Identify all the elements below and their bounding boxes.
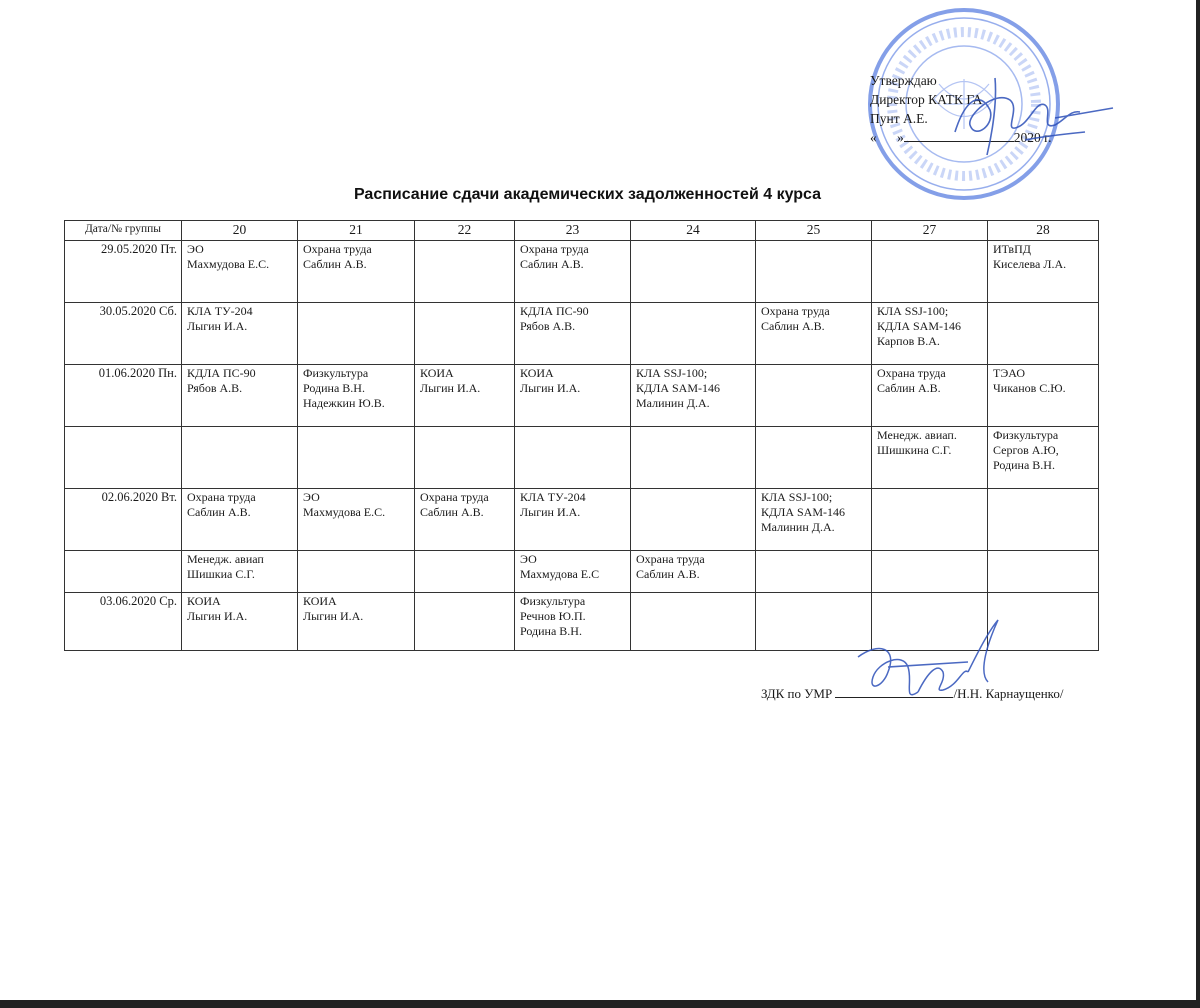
cell-teacher: Махмудова Е.С: [520, 567, 600, 581]
cell-teacher: Шишкиа С.Г.: [187, 567, 255, 581]
cell-subject: Охрана труда: [420, 490, 489, 504]
cell-subject: Охрана труда: [187, 490, 256, 504]
table-row: [65, 303, 1099, 365]
cell-subject: КЛА SSJ-100;: [761, 490, 833, 504]
header-date-group: Дата/№ группы: [65, 221, 182, 241]
row-date-cell: 30.05.2020 Сб.: [65, 303, 182, 365]
cell-teacher: Саблин А.В.: [420, 505, 484, 519]
cell-subject: КОИА: [187, 594, 221, 608]
approval-line-name: Пунт А.Е.: [870, 111, 928, 126]
header-group: 28: [988, 221, 1099, 241]
cell-teacher: Лыгин И.А.: [187, 609, 248, 623]
cell-subject: КЛА SSJ-100;: [636, 366, 708, 380]
header-group: 22: [415, 221, 515, 241]
cell-teacher: КДЛА SAM-146: [761, 505, 845, 519]
cell-teacher: Чиканов С.Ю.: [993, 381, 1066, 395]
schedule-cell: [756, 241, 872, 303]
signoff-position: ЗДК по УМР: [761, 686, 833, 701]
signoff-name: /Н.Н. Карнаущенко/: [953, 686, 1064, 701]
cell-teacher: Надежкин Ю.В.: [303, 396, 385, 410]
schedule-cell: [415, 489, 515, 551]
schedule-cell: [872, 427, 988, 489]
header-group: 21: [298, 221, 415, 241]
cell-teacher: Саблин А.В.: [761, 319, 825, 333]
schedule-cell: [298, 427, 415, 489]
schedule-cell: [415, 427, 515, 489]
header-group: 23: [515, 221, 631, 241]
cell-subject: Физкультура: [303, 366, 369, 380]
table-row: [65, 241, 1099, 303]
schedule-cell: [182, 365, 298, 427]
cell-teacher: Лыгин И.А.: [303, 609, 364, 623]
cell-subject: КДЛА ПС-90: [187, 366, 256, 380]
cell-subject: Охрана труда: [303, 242, 372, 256]
cell-teacher: Саблин А.В.: [303, 257, 367, 271]
schedule-cell: [988, 241, 1099, 303]
cell-teacher: Карпов В.А.: [877, 334, 940, 348]
cell-teacher: Рябов А.В.: [520, 319, 576, 333]
cell-subject: Менедж. авиап: [187, 552, 264, 566]
schedule-cell: [182, 303, 298, 365]
deputy-signature-icon: [848, 612, 1008, 712]
cell-teacher: Саблин А.В.: [520, 257, 584, 271]
schedule-cell: [756, 365, 872, 427]
header-group: 25: [756, 221, 872, 241]
row-date-cell: 03.06.2020 Ср.: [65, 593, 182, 651]
schedule-cell: [872, 241, 988, 303]
cell-teacher: Саблин А.В.: [636, 567, 700, 581]
schedule-cell: [631, 241, 756, 303]
schedule-cell: [631, 365, 756, 427]
schedule-cell: [298, 303, 415, 365]
schedule-cell: [182, 593, 298, 651]
schedule-cell: [415, 593, 515, 651]
approval-date-open: «: [870, 130, 877, 145]
table-row: [65, 489, 1099, 551]
cell-subject: Охрана труда: [520, 242, 589, 256]
cell-teacher: Малинин Д.А.: [761, 520, 835, 534]
cell-teacher: Махмудова Е.С.: [187, 257, 270, 271]
cell-subject: КЛА ТУ-204: [520, 490, 586, 504]
schedule-cell: [298, 365, 415, 427]
schedule-cell: [872, 365, 988, 427]
schedule-cell: [515, 241, 631, 303]
schedule-cell: [515, 303, 631, 365]
schedule-cell: [182, 551, 298, 593]
schedule-cell: [631, 551, 756, 593]
header-group: 24: [631, 221, 756, 241]
cell-subject: КОИА: [303, 594, 337, 608]
cell-subject: КОИА: [520, 366, 554, 380]
page-border-bottom: [0, 1000, 1200, 1008]
cell-teacher: Саблин А.В.: [877, 381, 941, 395]
row-date-cell: 29.05.2020 Пт.: [65, 241, 182, 303]
cell-subject: Физкультура: [520, 594, 586, 608]
cell-teacher: Саблин А.В.: [187, 505, 251, 519]
cell-subject: Охрана труда: [636, 552, 705, 566]
schedule-cell: [988, 427, 1099, 489]
cell-teacher: Сергов А.Ю,: [993, 443, 1059, 457]
schedule-cell: [298, 593, 415, 651]
cell-teacher: Лыгин И.А.: [187, 319, 248, 333]
schedule-cell: [988, 551, 1099, 593]
row-date-cell: [65, 551, 182, 593]
schedule-cell: [182, 489, 298, 551]
schedule-cell: [631, 593, 756, 651]
approval-date-year: 2020 г.: [1013, 130, 1052, 145]
schedule-cell: [515, 551, 631, 593]
table-header-row: [65, 221, 1099, 241]
cell-subject: КЛА SSJ-100;: [877, 304, 949, 318]
schedule-cell: [872, 551, 988, 593]
cell-subject: КОИА: [420, 366, 454, 380]
schedule-cell: [631, 489, 756, 551]
schedule-cell: [298, 551, 415, 593]
schedule-cell: [872, 489, 988, 551]
director-signature-icon: [935, 70, 1115, 160]
cell-subject: ТЭАО: [993, 366, 1025, 380]
schedule-cell: [415, 551, 515, 593]
table-row: [65, 551, 1099, 593]
schedule-cell: [515, 427, 631, 489]
schedule-cell: [415, 303, 515, 365]
cell-subject: ИТвПД: [993, 242, 1031, 256]
cell-subject: ЭО: [520, 552, 537, 566]
header-group: 27: [872, 221, 988, 241]
schedule-cell: [182, 241, 298, 303]
cell-teacher: Шишкина С.Г.: [877, 443, 952, 457]
schedule-cell: [756, 427, 872, 489]
cell-teacher: КДЛА SAM-146: [636, 381, 720, 395]
schedule-cell: [631, 303, 756, 365]
schedule-cell: [298, 241, 415, 303]
schedule-cell: [415, 365, 515, 427]
approval-line-approve: Утверждаю: [870, 73, 937, 88]
cell-teacher: Малинин Д.А.: [636, 396, 710, 410]
cell-subject: ЭО: [187, 242, 204, 256]
cell-subject: Менедж. авиап.: [877, 428, 957, 442]
schedule-cell: [182, 427, 298, 489]
table-row: [65, 365, 1099, 427]
cell-teacher: Родина В.Н.: [303, 381, 365, 395]
cell-teacher: Киселева Л.А.: [993, 257, 1067, 271]
cell-subject: Охрана труда: [761, 304, 830, 318]
schedule-cell: [515, 593, 631, 651]
cell-subject: КДЛА ПС-90: [520, 304, 589, 318]
schedule-cell: [515, 365, 631, 427]
cell-teacher: Лыгин И.А.: [520, 381, 581, 395]
schedule-cell: [988, 303, 1099, 365]
row-date-cell: [65, 427, 182, 489]
schedule-cell: [415, 241, 515, 303]
schedule-cell: [988, 489, 1099, 551]
schedule-cell: [988, 365, 1099, 427]
cell-teacher: Родина В.Н.: [520, 624, 582, 638]
schedule-cell: [298, 489, 415, 551]
cell-subject: КЛА ТУ-204: [187, 304, 253, 318]
cell-teacher: Лыгин И.А.: [520, 505, 581, 519]
approval-date-close: »: [897, 130, 904, 145]
header-group: 20: [182, 221, 298, 241]
row-date-cell: 02.06.2020 Вт.: [65, 489, 182, 551]
table-row: [65, 427, 1099, 489]
cell-subject: Охрана труда: [877, 366, 946, 380]
schedule-cell: [756, 489, 872, 551]
approval-line-director: Директор КАТК ГА: [870, 92, 983, 107]
row-date-cell: 01.06.2020 Пн.: [65, 365, 182, 427]
schedule-cell: [872, 303, 988, 365]
schedule-cell: [756, 303, 872, 365]
cell-teacher: Родина В.Н.: [993, 458, 1055, 472]
schedule-cell: [515, 489, 631, 551]
schedule-cell: [756, 551, 872, 593]
cell-subject: Физкультура: [993, 428, 1059, 442]
document-title: Расписание сдачи академических задолженностей 4 курса: [353, 186, 822, 203]
cell-teacher: Лыгин И.А.: [420, 381, 481, 395]
cell-teacher: Речнов Ю.П.: [520, 609, 586, 623]
schedule-table: [64, 220, 1099, 651]
cell-teacher: КДЛА SAM-146: [877, 319, 961, 333]
page-border-right: [1196, 0, 1200, 1008]
cell-teacher: Рябов А.В.: [187, 381, 243, 395]
cell-subject: ЭО: [303, 490, 320, 504]
schedule-cell: [631, 427, 756, 489]
cell-teacher: Махмудова Е.С.: [303, 505, 386, 519]
